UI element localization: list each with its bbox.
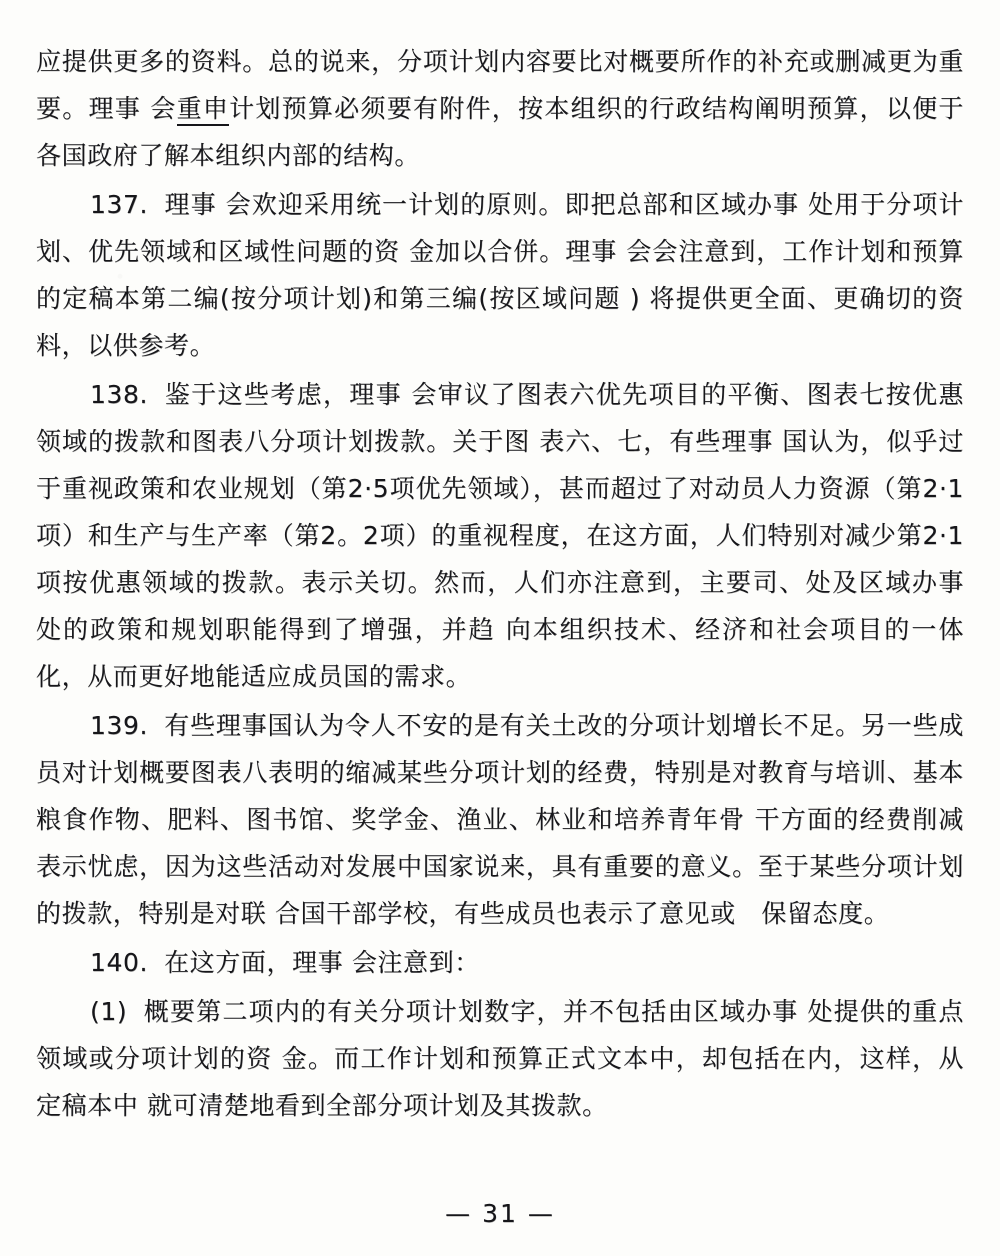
paragraph-text-part: 有些理事国认为令人不安的是有关土改的分项计划增长不足。另一些成员对计划概要图表八表明的缩减某些分项计划的经费，特别是对教育与培训、基本粮食作物、肥料、图书馆、奖学金、渔业、林业和培养青年骨 干方面的经费削减表示忧虑，因为这些活动对发展中国家说来，具有重要的意义。至于某些分项计划的拨款，特别是对联 合国干部学校，有些成员也表示了意见或 保留态度。 <box>36 711 964 928</box>
page-number: — 31 — <box>445 1199 555 1228</box>
paragraph-number: 139. <box>90 711 149 740</box>
paragraph-text-part: 理事 会欢迎采用统一计划的原则。即把总部和区域办事 处用于分项计划、优先领域和区域性问题的资 金加以合併。理事 会会注意到，工作计划和预算的定稿本第二编(按分项计划)和第三编(按区域问题 ) 将提供更全面、更确切的资料，以供参考。 <box>36 190 964 360</box>
paragraph-text-part: 计划预算必须要有附件，按本组织的行政结构阐明预算，以便于各国政府了解本组织内部的结构。 <box>36 94 964 170</box>
paragraph-text-part: 应提供更多的资料。总的说来，分项计划内容要比对概要所作的补充或删减更为重要。理事 会 <box>36 47 964 123</box>
paragraph-text-part: 在这方面，理事 会注意到： <box>164 948 480 977</box>
document-body <box>36 38 964 1131</box>
paragraph-139 <box>36 702 964 937</box>
paragraph-137 <box>36 181 964 369</box>
paragraph-number: 137. <box>90 190 149 219</box>
underlined-term: 重申 <box>177 94 230 126</box>
paragraph-text-part: 鉴于这些考虑，理事 会审议了图表六优先项目的平衡、图表七按优惠领域的拨款和图表八分项计划拨款。关于图 表六、七，有些理事 国认为，似乎过于重视政策和农业规划（第2·5项优先领域），甚而超过了对动员人力资源（第2·1项）和生产与生产率（第2。2项）的重视程度，在这方面，人们特别对减少第2·1项按优惠领域的拨款。表示关切。然而，人们亦注意到，主要司、处及区域办事 处的政策和规划职能得到了增强，并趋 向本组织技术、经济和社会项目的一体化，从而更好地能适应成员国的需求。 <box>36 380 964 691</box>
paragraph-140-item-1 <box>36 988 964 1129</box>
paragraph-text-part: 概要第二项内的有关分项计划数字，并不包括由区域办事 处提供的重点领域或分项计划的资 金。而工作计划和预算正式文本中，却包括在内，这样，从定稿本中 就可清楚地看到全部分项计划及其拨款。 <box>36 997 964 1120</box>
paragraph-140 <box>36 939 964 986</box>
list-item-number: (1) <box>90 997 128 1026</box>
paragraph-138 <box>36 371 964 700</box>
paragraph-136-continued <box>36 38 964 179</box>
paragraph-number: 140. <box>90 948 149 977</box>
paragraph-number: 138. <box>90 380 149 409</box>
